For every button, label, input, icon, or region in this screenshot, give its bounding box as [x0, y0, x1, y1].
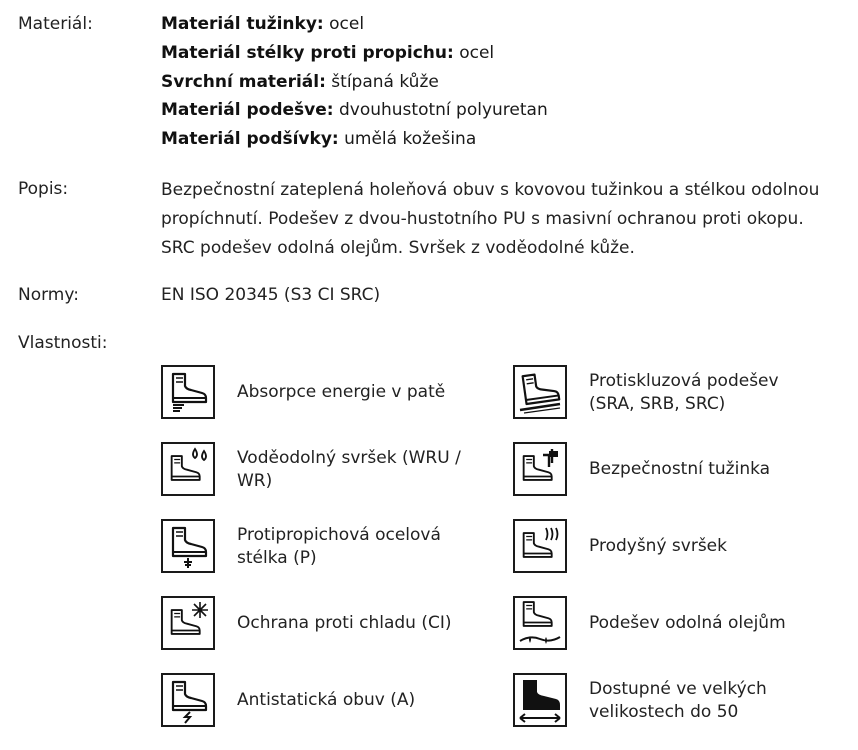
feature-label — [237, 447, 487, 493]
feature-item — [161, 442, 461, 496]
feature-item — [513, 519, 727, 573]
feature-label — [589, 678, 839, 724]
feature-line: Podešev odolná olejům — [589, 613, 786, 633]
normy-label: Normy: — [18, 285, 79, 305]
boot-oil-icon — [513, 596, 567, 650]
feature-label — [589, 612, 839, 635]
feature-label — [237, 689, 487, 712]
material-row — [161, 14, 364, 34]
material-value: štípaná kůže — [331, 72, 439, 92]
boot-antistatic-icon — [161, 673, 215, 727]
feature-item — [513, 673, 767, 727]
feature-item — [161, 596, 452, 650]
material-value: dvouhustotní polyuretan — [338, 100, 548, 120]
feature-label — [589, 535, 839, 558]
material-key: Materiál podešve: — [161, 100, 334, 120]
feature-item — [513, 596, 786, 650]
feature-line: Dostupné ve velkých — [589, 679, 767, 699]
material-value: umělá kožešina — [344, 129, 477, 149]
boot-big-sizes-icon — [513, 673, 567, 727]
material-key: Svrchní materiál: — [161, 72, 326, 92]
material-row — [161, 100, 548, 120]
normy-value: EN ISO 20345 (S3 CI SRC) — [161, 285, 381, 305]
feature-line: Prodyšný svršek — [589, 536, 727, 556]
description-line: propíchnutí. Podešev z dvou-hustotního PU s masivní ochranou proti okopu. — [161, 209, 804, 229]
feature-label — [589, 370, 839, 416]
feature-line: WR) — [237, 471, 273, 491]
feature-line: Absorpce energie v patě — [237, 382, 446, 402]
boot-waterproof-icon — [161, 442, 215, 496]
popis-label: Popis: — [18, 179, 69, 199]
feature-item — [161, 365, 446, 419]
feature-label — [237, 612, 487, 635]
feature-label — [237, 524, 487, 570]
material-value: ocel — [459, 43, 495, 63]
feature-line: Ochrana proti chladu (CI) — [237, 613, 452, 633]
feature-line: Bezpečnostní tužinka — [589, 459, 771, 479]
feature-item — [513, 442, 771, 496]
boot-cold-icon — [161, 596, 215, 650]
material-value: ocel — [329, 14, 365, 34]
vlastnosti-label: Vlastnosti: — [18, 333, 108, 353]
feature-line: velikostech do 50 — [589, 702, 739, 722]
feature-line: Antistatická obuv (A) — [237, 690, 416, 710]
feature-line: Protiskluzová podešev — [589, 371, 779, 391]
description-line: Bezpečnostní zateplená holeňová obuv s kovovou tužinkou a stélkou odolnou — [161, 180, 820, 200]
feature-line: Voděodolný svršek (WRU / — [237, 448, 461, 468]
material-key: Materiál stélky proti propichu: — [161, 43, 454, 63]
boot-toecap-icon — [513, 442, 567, 496]
description — [161, 176, 851, 263]
feature-label — [237, 381, 487, 404]
boot-antislip-icon — [513, 365, 567, 419]
feature-line: Protipropichová ocelová — [237, 525, 441, 545]
feature-label — [589, 458, 839, 481]
boot-breathable-icon — [513, 519, 567, 573]
material-row — [161, 129, 476, 149]
description-line: SRC podešev odolná olejům. Svršek z voděodolné kůže. — [161, 238, 635, 258]
feature-line: (SRA, SRB, SRC) — [589, 394, 726, 414]
material-row — [161, 43, 494, 63]
feature-item — [161, 519, 441, 573]
material-row — [161, 72, 439, 92]
feature-line: stélka (P) — [237, 548, 317, 568]
boot-heel-energy-icon — [161, 365, 215, 419]
feature-item — [161, 673, 416, 727]
material-label: Materiál: — [18, 14, 93, 34]
material-key: Materiál podšívky: — [161, 129, 339, 149]
boot-midsole-icon — [161, 519, 215, 573]
feature-item — [513, 365, 779, 419]
material-key: Materiál tužinky: — [161, 14, 324, 34]
